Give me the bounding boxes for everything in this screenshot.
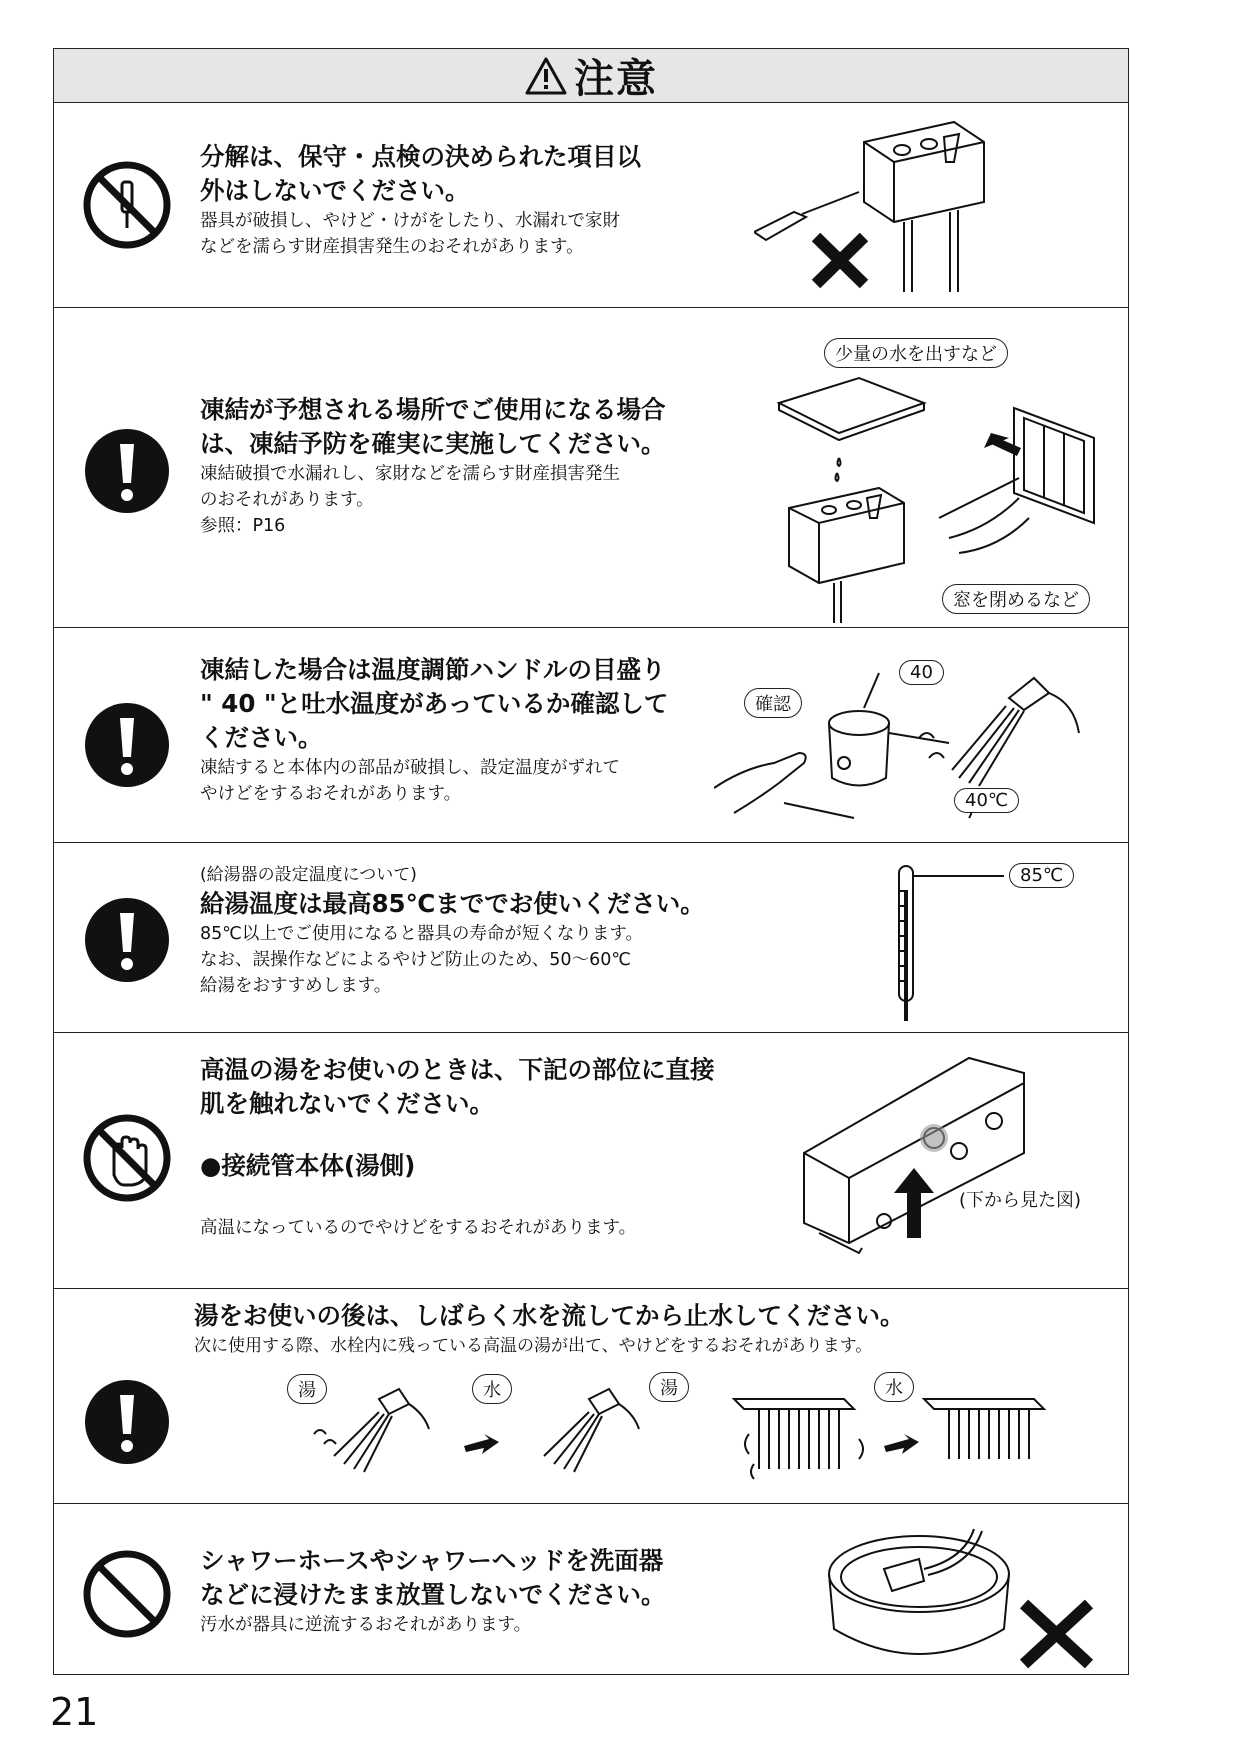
section-freeze-prevention — [54, 308, 1128, 628]
section-heading-line: 給湯温度は最高85℃まででお使いください。 — [200, 889, 705, 918]
section-heading-line: シャワーホースやシャワーヘッドを洗面器 — [200, 1546, 664, 1575]
section-heading-line: などに浸けたまま放置しないでください。 — [200, 1580, 666, 1609]
section-heading-line: ください。 — [200, 723, 323, 752]
screwdriver-illustration — [754, 112, 1114, 302]
section-body-line: なお、誤操作などによるやけど防止のため、50～60℃ — [200, 950, 631, 970]
section-body-line: 高温になっているのでやけどをするおそれがあります。 — [200, 1218, 637, 1238]
section-body-line: 85℃以上でご使用になると器具の寿命が短くなります。 — [200, 924, 644, 944]
caution-title — [524, 47, 658, 104]
section-body-line: 参照：P16 — [200, 516, 286, 536]
section-body-line: 給湯をおすすめします。 — [200, 976, 392, 996]
freeze-prevention-illustration — [759, 338, 1119, 623]
section-body-line: などを濡らす財産損害発生のおそれがあります。 — [200, 237, 584, 257]
label-hot: 湯 — [649, 1372, 689, 1402]
label-cold: 水 — [472, 1374, 512, 1404]
section-no-soaking — [54, 1504, 1128, 1674]
page-number: 21 — [50, 1690, 99, 1734]
section-heading-line: 外はしないでください。 — [200, 176, 470, 205]
caution-title-text: 注意 — [574, 56, 658, 102]
section-hot-surface — [54, 1033, 1128, 1289]
caution-frame — [53, 48, 1129, 1675]
thermometer-illustration — [894, 861, 1004, 1026]
section-prefix: (給湯器の設定温度について) — [200, 865, 417, 885]
label-bottom-view: (下から見た図) — [959, 1190, 1082, 1211]
label-close-window: 窓を閉めるなど — [942, 584, 1090, 614]
section-body-line: のおそれがあります。 — [200, 490, 374, 510]
do-not-touch-icon — [82, 1113, 172, 1203]
section-flush-after-hot — [54, 1289, 1128, 1504]
label-cold: 水 — [874, 1372, 914, 1402]
prohibited-disassembly-icon — [82, 160, 172, 250]
mandatory-icon — [82, 895, 172, 985]
hot-to-cold-illustration — [284, 1384, 1114, 1499]
mandatory-icon — [82, 700, 172, 790]
section-disassembly — [54, 102, 1128, 308]
label-85c: 85℃ — [1009, 863, 1074, 888]
section-body-line: 器具が破損し、やけど・けがをしたり、水漏れで家財 — [200, 211, 620, 231]
bottom-view-illustration — [794, 1043, 1114, 1283]
section-body-line: 汚水が器具に逆流するおそれがあります。 — [200, 1615, 532, 1635]
warning-triangle-icon — [524, 56, 568, 96]
section-heading-line: 分解は、保守・点検の決められた項目以 — [200, 142, 641, 171]
section-heading-line: 凍結した場合は温度調節ハンドルの目盛り — [200, 655, 666, 684]
section-body-line: 次に使用する際、水栓内に残っている高温の湯が出て、やけどをするおそれがあります。 — [194, 1336, 873, 1356]
section-water-heater-temp — [54, 843, 1128, 1033]
label-hot: 湯 — [287, 1374, 327, 1404]
section-heading-line: は、凍結予防を確実に実施してください。 — [200, 429, 666, 458]
basin-soaking-illustration — [824, 1519, 1124, 1669]
section-body-line: 凍結破損で水漏れし、家財などを濡らす財産損害発生 — [200, 464, 620, 484]
mandatory-icon — [82, 426, 172, 516]
mandatory-icon — [82, 1377, 172, 1467]
label-confirm: 確認 — [744, 688, 802, 718]
section-heading-line: 高温の湯をお使いのときは、下記の部位に直接 — [200, 1055, 715, 1084]
section-heading-line: 湯をお使いの後は、しばらく水を流してから止水してください。 — [194, 1301, 905, 1330]
hot-part-item: ●接続管本体(湯側) — [200, 1151, 416, 1180]
label-small-water: 少量の水を出すなど — [824, 338, 1008, 368]
section-heading-line: " 40 "と吐水温度があっているか確認して — [200, 689, 669, 718]
section-heading-line: 肌を触れないでください。 — [200, 1089, 494, 1118]
label-dial-40: 40 — [899, 660, 944, 685]
prohibited-icon — [82, 1549, 172, 1639]
label-water-40c: 40℃ — [954, 788, 1019, 813]
caution-header — [54, 49, 1128, 103]
section-heading-line: 凍結が予想される場所でご使用になる場合 — [200, 395, 666, 424]
section-body-line: 凍結すると本体内の部品が破損し、設定温度がずれて — [200, 758, 620, 778]
section-body-line: やけどをするおそれがあります。 — [200, 784, 462, 804]
section-frozen-check — [54, 628, 1128, 843]
